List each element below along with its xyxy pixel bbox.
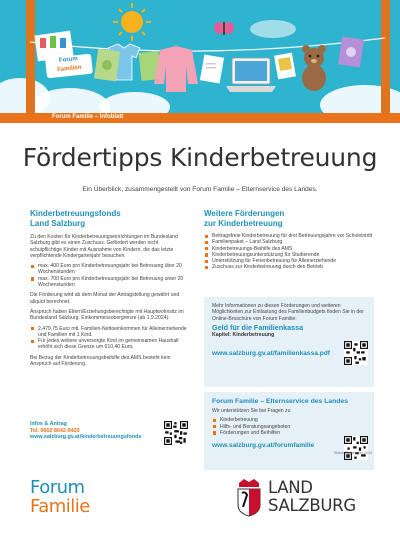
right-heading-line1: Weitere Förderungen [204, 209, 285, 218]
page-subtitle: Ein Überblick, zusammengestellt von Forum Familie – Elternservice des Landes. [82, 186, 318, 193]
list-item: max. 400 Euro pro Kinderbetreuungsjahr bei Betreuung über 20 Wochenstunden [30, 263, 190, 276]
familienkassa-link[interactable]: www.salzburg.gv.at/familienkassa.pdf [212, 349, 330, 357]
list-item: max. 700 Euro pro Kinderbetreuungsjahr bei Betreuung unter 20 Wochenstunden [30, 276, 190, 289]
list-item: Familienpaket – Land Salzburg [204, 239, 374, 245]
ff-logo-line2: Familie [30, 496, 90, 517]
banknote-icon [94, 49, 120, 82]
left-contact [30, 421, 141, 441]
list-item: Unterstützung für Ferienbetreuung für Alleinerziehende [204, 258, 374, 264]
butterfly-icon [214, 22, 234, 35]
ff-logo-line1: Forum [30, 477, 85, 498]
orange-header-strip [0, 113, 400, 123]
teddy-bear-icon [302, 45, 326, 91]
forum-familie-logo [30, 479, 90, 517]
list-item: Kinderbetreuungsunterstützung für Studierende [204, 252, 374, 258]
laptop-icon [226, 58, 276, 92]
document-icon [200, 54, 224, 83]
jacket-icon [154, 46, 198, 92]
familienkassa-box [204, 297, 374, 387]
kinderbetreuungsfonds-section [30, 209, 190, 440]
qr-code-icon [164, 421, 188, 445]
contact-phone[interactable]: Tel. 0662 8042-5420 [30, 427, 80, 434]
stand-date: Stand: September 2024 [334, 451, 372, 455]
qr-code-icon [344, 341, 368, 365]
contact-url-link[interactable]: www.salzburg.gv.at/kinderbetreuungsfonds [30, 434, 142, 440]
mini-logo-line2: Familien [56, 64, 82, 74]
left-bullets-2 [30, 326, 190, 351]
forum-familie-link[interactable]: www.salzburg.gv.at/forumfamilie [212, 442, 315, 450]
left-heading-line1: Kinderbetreuungsfonds [30, 209, 121, 218]
left-heading [30, 209, 190, 229]
list-item: Für jedes weitere unversorgte Kind im gemeinsamen Haushalt erhöht sich diese Grenze um 610,40 Euro. [30, 338, 190, 351]
box2-title: Forum Familie – Elternservice des Landes [212, 398, 348, 405]
right-heading [204, 209, 374, 229]
box1-subtitle: Kapitel: Kinderbetreuung [212, 332, 275, 339]
box1-text: Mehr Informationen zu diesen Förderungen und weiteren Möglichkeiten zur Entlastung des Familienbudgets finden Sie in der Online-Broschüre von Forum Familie: [212, 303, 364, 322]
box1-title: Geld für die Familienkassa [212, 322, 304, 332]
ls-line1: LAND [268, 478, 313, 497]
sun-icon [113, 3, 151, 41]
mini-logo-line1: Forum [58, 56, 78, 64]
list-item: Zuschuss zur Kinderbetreuung durch den Betrieb [204, 264, 374, 270]
header-illustration [0, 0, 400, 113]
ls-line2: SALZBURG [268, 496, 356, 515]
strip-label: Forum Familie – Infoblatt [52, 114, 124, 120]
list-item: Beitragsfreie Kinderbetreuung für drei Betreuungsjahre vor Schuleintritt [204, 233, 374, 239]
left-intro: Zu den Kosten für Kinderbetreuungseinrichtungen im Bundesland Salzburg gibt es einen Zuschuss. Gefördert werden nicht schulpflichtige Kinder mit Ausnahme von Kindern, die das letzte verpflichtende Kindergartenjahr besuchen. [30, 234, 178, 259]
list-item: 2.479,75 Euro mtl. Familien-Nettoeinkommen für Alleinerziehende und Familien mit 1 Kind. [30, 326, 190, 339]
right-bullets [204, 233, 374, 271]
list-item: Hilfs- und Beratungsangeboten [212, 424, 366, 430]
photo-card-icon [274, 53, 296, 80]
left-heading-line2: Land Salzburg [30, 219, 86, 228]
banknote-icon [338, 37, 364, 68]
list-item: Kinderbetreuung [212, 417, 366, 423]
page-title: Fördertipps Kinderbetreuung [22, 143, 378, 172]
land-salzburg-wordmark [268, 479, 356, 515]
left-para4: Bei Bezug der Kinderbetreuungsbeihilfe des AMS besteht kein Anspruch auf Förderung. [30, 354, 171, 368]
contact-label: Infos & Antrag [30, 421, 67, 427]
right-heading-line2: zur Kinderbetreuung [204, 219, 283, 228]
left-para2: Die Förderung wird ab dem Monat der Antragstellung gewährt und aliquot berechnet. [30, 292, 180, 305]
weitere-foerderungen-section [204, 209, 374, 450]
land-salzburg-crest-icon [236, 479, 262, 517]
left-para3: Anspruch haben Eltern/Erziehungsberechtigte mit Hauptwohnsitz im Bundesland Salzburg. Einkommensobergrenze (ab 1.9.2024): [30, 308, 184, 322]
qr-code-icon [344, 436, 368, 460]
list-item: Förderungen und Beihilfen [212, 430, 366, 436]
left-bullets-1 [30, 263, 190, 288]
box2-bullets [212, 417, 366, 436]
forum-familie-box [204, 392, 374, 470]
box2-intro: Wir unterstützen Sie bei Fragen zu [212, 408, 291, 414]
list-item: Kinderbetreuungs-Beihilfe des AMS [204, 246, 374, 252]
